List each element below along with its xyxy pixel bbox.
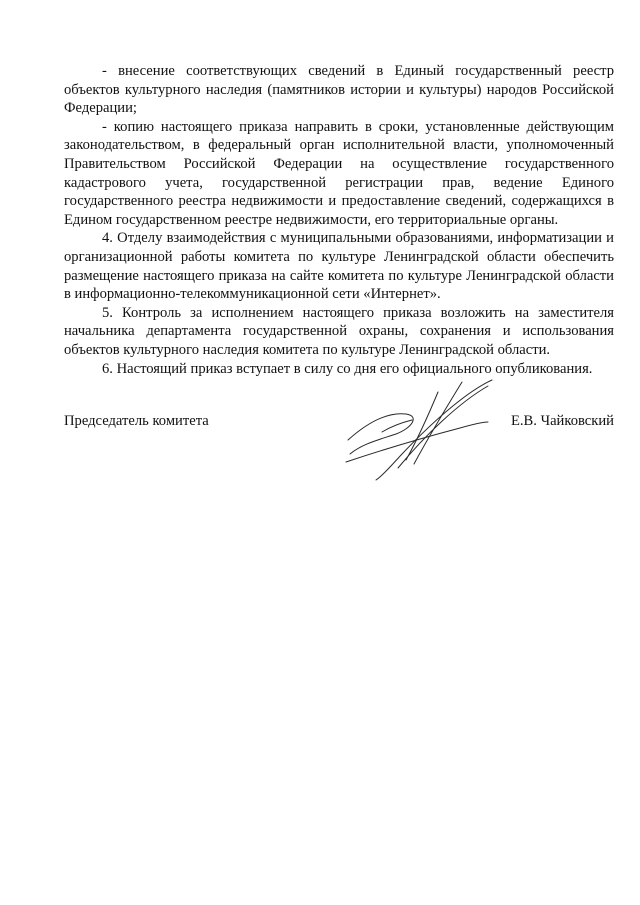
handwritten-signature	[342, 372, 502, 482]
signer-position: Председатель комитета	[64, 413, 209, 429]
paragraph-item-6: 6. Настоящий приказ вступает в силу со дня его официального опубликования.	[102, 360, 593, 377]
signature-block	[64, 412, 614, 492]
document-body	[64, 62, 614, 378]
paragraph-item-5: 5. Контроль за исполнением настоящего приказа возложить на заместителя начальника департамента государственной охраны, сохранения и использования объектов культурного наследия комитета по культуре Ленинградской области.	[64, 304, 614, 358]
paragraph-copy-order: - копию настоящего приказа направить в сроки, установленные действующим законодательством, в федеральный орган исполнительной власти, уполномоченный Правительством Российской Федерации на осуществление государственного кадастрового учета, государственной регистрации прав, ведение Единого государственного реестра недвижимости и предоставление сведений, содержащихся в Едином государственном реестре недвижимости, его территориальные органы.	[64, 118, 614, 228]
paragraph-registry-entry: - внесение соответствующих сведений в Единый государственный реестр объектов культурного наследия (памятников истории и культуры) народов Российской Федерации;	[64, 63, 614, 117]
signer-name: Е.В. Чайковский	[510, 413, 614, 429]
paragraph-item-4: 4. Отделу взаимодействия с муниципальными образованиями, информатизации и организационной работы комитета по культуре Ленинградской области обеспечить размещение настоящего приказа на сайте комитета по культуре Ленинградской области в информационно-телекоммуникационной сети «Интернет».	[64, 230, 614, 303]
